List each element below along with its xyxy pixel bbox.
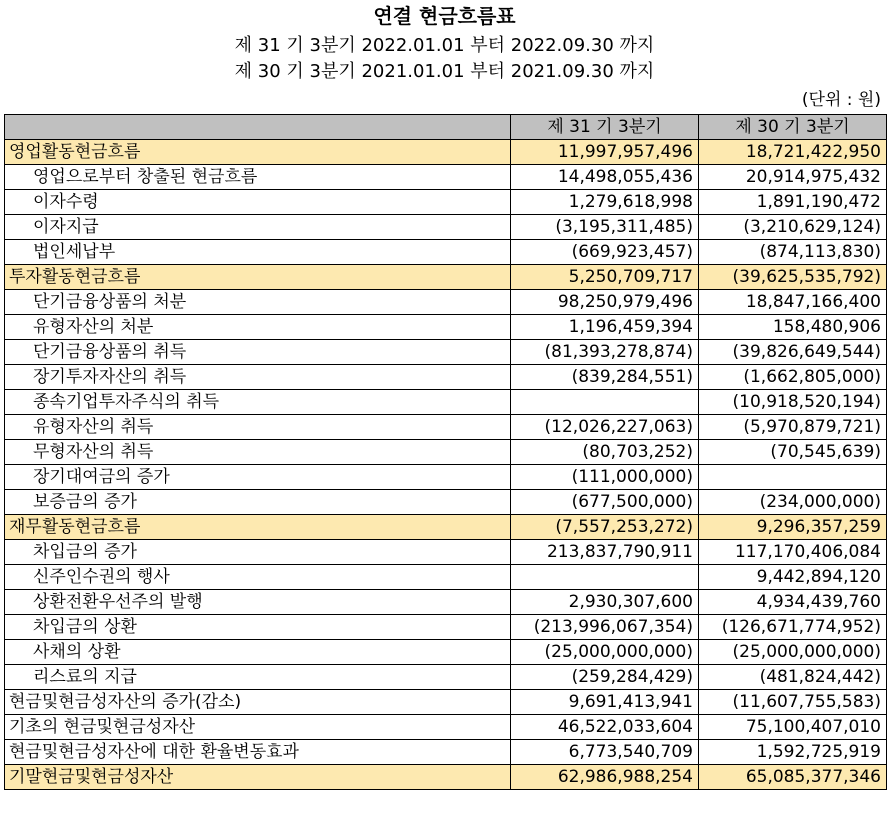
row-label: 장기투자자산의 취득 (5, 365, 511, 390)
row-value-prior: (11,607,755,583) (699, 690, 887, 715)
table-row (5, 465, 887, 490)
row-value-current: 1,279,618,998 (511, 190, 699, 215)
row-label: 보증금의 증가 (5, 490, 511, 515)
row-label: 종속기업투자주식의 취득 (5, 390, 511, 415)
row-value-current: 1,196,459,394 (511, 315, 699, 340)
row-value-prior: (10,918,520,194) (699, 390, 887, 415)
table-row (5, 190, 887, 215)
table-row (5, 315, 887, 340)
row-label: 유형자산의 취득 (5, 415, 511, 440)
table-row (5, 515, 887, 540)
column-header-current: 제 31 기 3분기 (511, 115, 699, 140)
row-label: 영업으로부터 창출된 현금흐름 (5, 165, 511, 190)
row-value-prior: 20,914,975,432 (699, 165, 887, 190)
row-value-prior: (1,662,805,000) (699, 365, 887, 390)
row-value-prior: 158,480,906 (699, 315, 887, 340)
row-value-current: (111,000,000) (511, 465, 699, 490)
table-row (5, 165, 887, 190)
row-value-current: (677,500,000) (511, 490, 699, 515)
row-label: 기초의 현금및현금성자산 (5, 715, 511, 740)
row-value-prior: 65,085,377,346 (699, 765, 887, 790)
row-label: 차입금의 상환 (5, 615, 511, 640)
period-prior: 제 30 기 3분기 2021.01.01 부터 2021.09.30 까지 (234, 61, 655, 82)
table-row (5, 415, 887, 440)
table-row (5, 140, 887, 165)
row-label: 상환전환우선주의 발행 (5, 590, 511, 615)
row-label: 사채의 상환 (5, 640, 511, 665)
row-label: 장기대여금의 증가 (5, 465, 511, 490)
row-value-current: 11,997,957,496 (511, 140, 699, 165)
row-label: 단기금융상품의 취득 (5, 340, 511, 365)
table-row (5, 665, 887, 690)
row-value-current: 9,691,413,941 (511, 690, 699, 715)
row-value-prior: 9,442,894,120 (699, 565, 887, 590)
table-row (5, 615, 887, 640)
table-row (5, 440, 887, 465)
table-row (5, 565, 887, 590)
row-value-current (511, 390, 699, 415)
row-label: 법인세납부 (5, 240, 511, 265)
row-value-prior: 18,847,166,400 (699, 290, 887, 315)
row-label: 무형자산의 취득 (5, 440, 511, 465)
row-value-prior: (874,113,830) (699, 240, 887, 265)
column-header-label (5, 115, 511, 140)
row-label: 이자지급 (5, 215, 511, 240)
row-value-current: 6,773,540,709 (511, 740, 699, 765)
row-value-prior: (126,671,774,952) (699, 615, 887, 640)
row-value-prior: (3,210,629,124) (699, 215, 887, 240)
table-row (5, 240, 887, 265)
row-value-current: (25,000,000,000) (511, 640, 699, 665)
row-label: 신주인수권의 행사 (5, 565, 511, 590)
table-row (5, 290, 887, 315)
row-value-current: (213,996,067,354) (511, 615, 699, 640)
row-value-prior: (70,545,639) (699, 440, 887, 465)
row-value-prior: (39,625,535,792) (699, 265, 887, 290)
row-label: 현금및현금성자산에 대한 환율변동효과 (5, 740, 511, 765)
row-label: 현금및현금성자산의 증가(감소) (5, 690, 511, 715)
row-value-current: (7,557,253,272) (511, 515, 699, 540)
row-label: 기말현금및현금성자산 (5, 765, 511, 790)
row-value-prior: 9,296,357,259 (699, 515, 887, 540)
row-value-current: 98,250,979,496 (511, 290, 699, 315)
row-label: 유형자산의 처분 (5, 315, 511, 340)
period-current: 제 31 기 3분기 2022.01.01 부터 2022.09.30 까지 (234, 35, 655, 56)
column-header-prior: 제 30 기 3분기 (699, 115, 887, 140)
row-value-prior: 18,721,422,950 (699, 140, 887, 165)
table-row (5, 390, 887, 415)
cash-flow-table (4, 114, 887, 790)
unit-label: (단위 : 원) (801, 90, 881, 110)
table-row (5, 490, 887, 515)
row-value-current: 46,522,033,604 (511, 715, 699, 740)
table-row (5, 215, 887, 240)
row-value-prior: 4,934,439,760 (699, 590, 887, 615)
row-value-prior (699, 465, 887, 490)
row-value-prior: (39,826,649,544) (699, 340, 887, 365)
row-value-current: (669,923,457) (511, 240, 699, 265)
row-value-prior: 1,891,190,472 (699, 190, 887, 215)
row-value-current: 14,498,055,436 (511, 165, 699, 190)
table-row (5, 690, 887, 715)
table-row (5, 340, 887, 365)
row-label: 재무활동현금흐름 (5, 515, 511, 540)
row-value-current (511, 565, 699, 590)
row-value-current: (259,284,429) (511, 665, 699, 690)
statement-title: 연결 현금흐름표 (373, 4, 516, 28)
row-label: 단기금융상품의 처분 (5, 290, 511, 315)
table-row (5, 740, 887, 765)
row-value-current: 2,930,307,600 (511, 590, 699, 615)
row-value-prior: (234,000,000) (699, 490, 887, 515)
row-label: 이자수령 (5, 190, 511, 215)
row-value-prior: (25,000,000,000) (699, 640, 887, 665)
row-value-current: (3,195,311,485) (511, 215, 699, 240)
row-value-prior: (5,970,879,721) (699, 415, 887, 440)
row-value-current: (12,026,227,063) (511, 415, 699, 440)
table-row (5, 590, 887, 615)
row-value-current: 213,837,790,911 (511, 540, 699, 565)
row-value-current: (80,703,252) (511, 440, 699, 465)
table-row (5, 365, 887, 390)
row-value-current: (81,393,278,874) (511, 340, 699, 365)
table-row (5, 265, 887, 290)
row-value-prior: 75,100,407,010 (699, 715, 887, 740)
row-value-current: 62,986,988,254 (511, 765, 699, 790)
row-value-current: (839,284,551) (511, 365, 699, 390)
row-value-prior: 1,592,725,919 (699, 740, 887, 765)
table-row (5, 715, 887, 740)
row-label: 투자활동현금흐름 (5, 265, 511, 290)
row-label: 차입금의 증가 (5, 540, 511, 565)
table-header-row (5, 115, 887, 140)
table-row (5, 640, 887, 665)
row-label: 리스료의 지급 (5, 665, 511, 690)
row-value-prior: (481,824,442) (699, 665, 887, 690)
row-label: 영업활동현금흐름 (5, 140, 511, 165)
row-value-prior: 117,170,406,084 (699, 540, 887, 565)
row-value-current: 5,250,709,717 (511, 265, 699, 290)
table-row (5, 765, 887, 790)
table-row (5, 540, 887, 565)
